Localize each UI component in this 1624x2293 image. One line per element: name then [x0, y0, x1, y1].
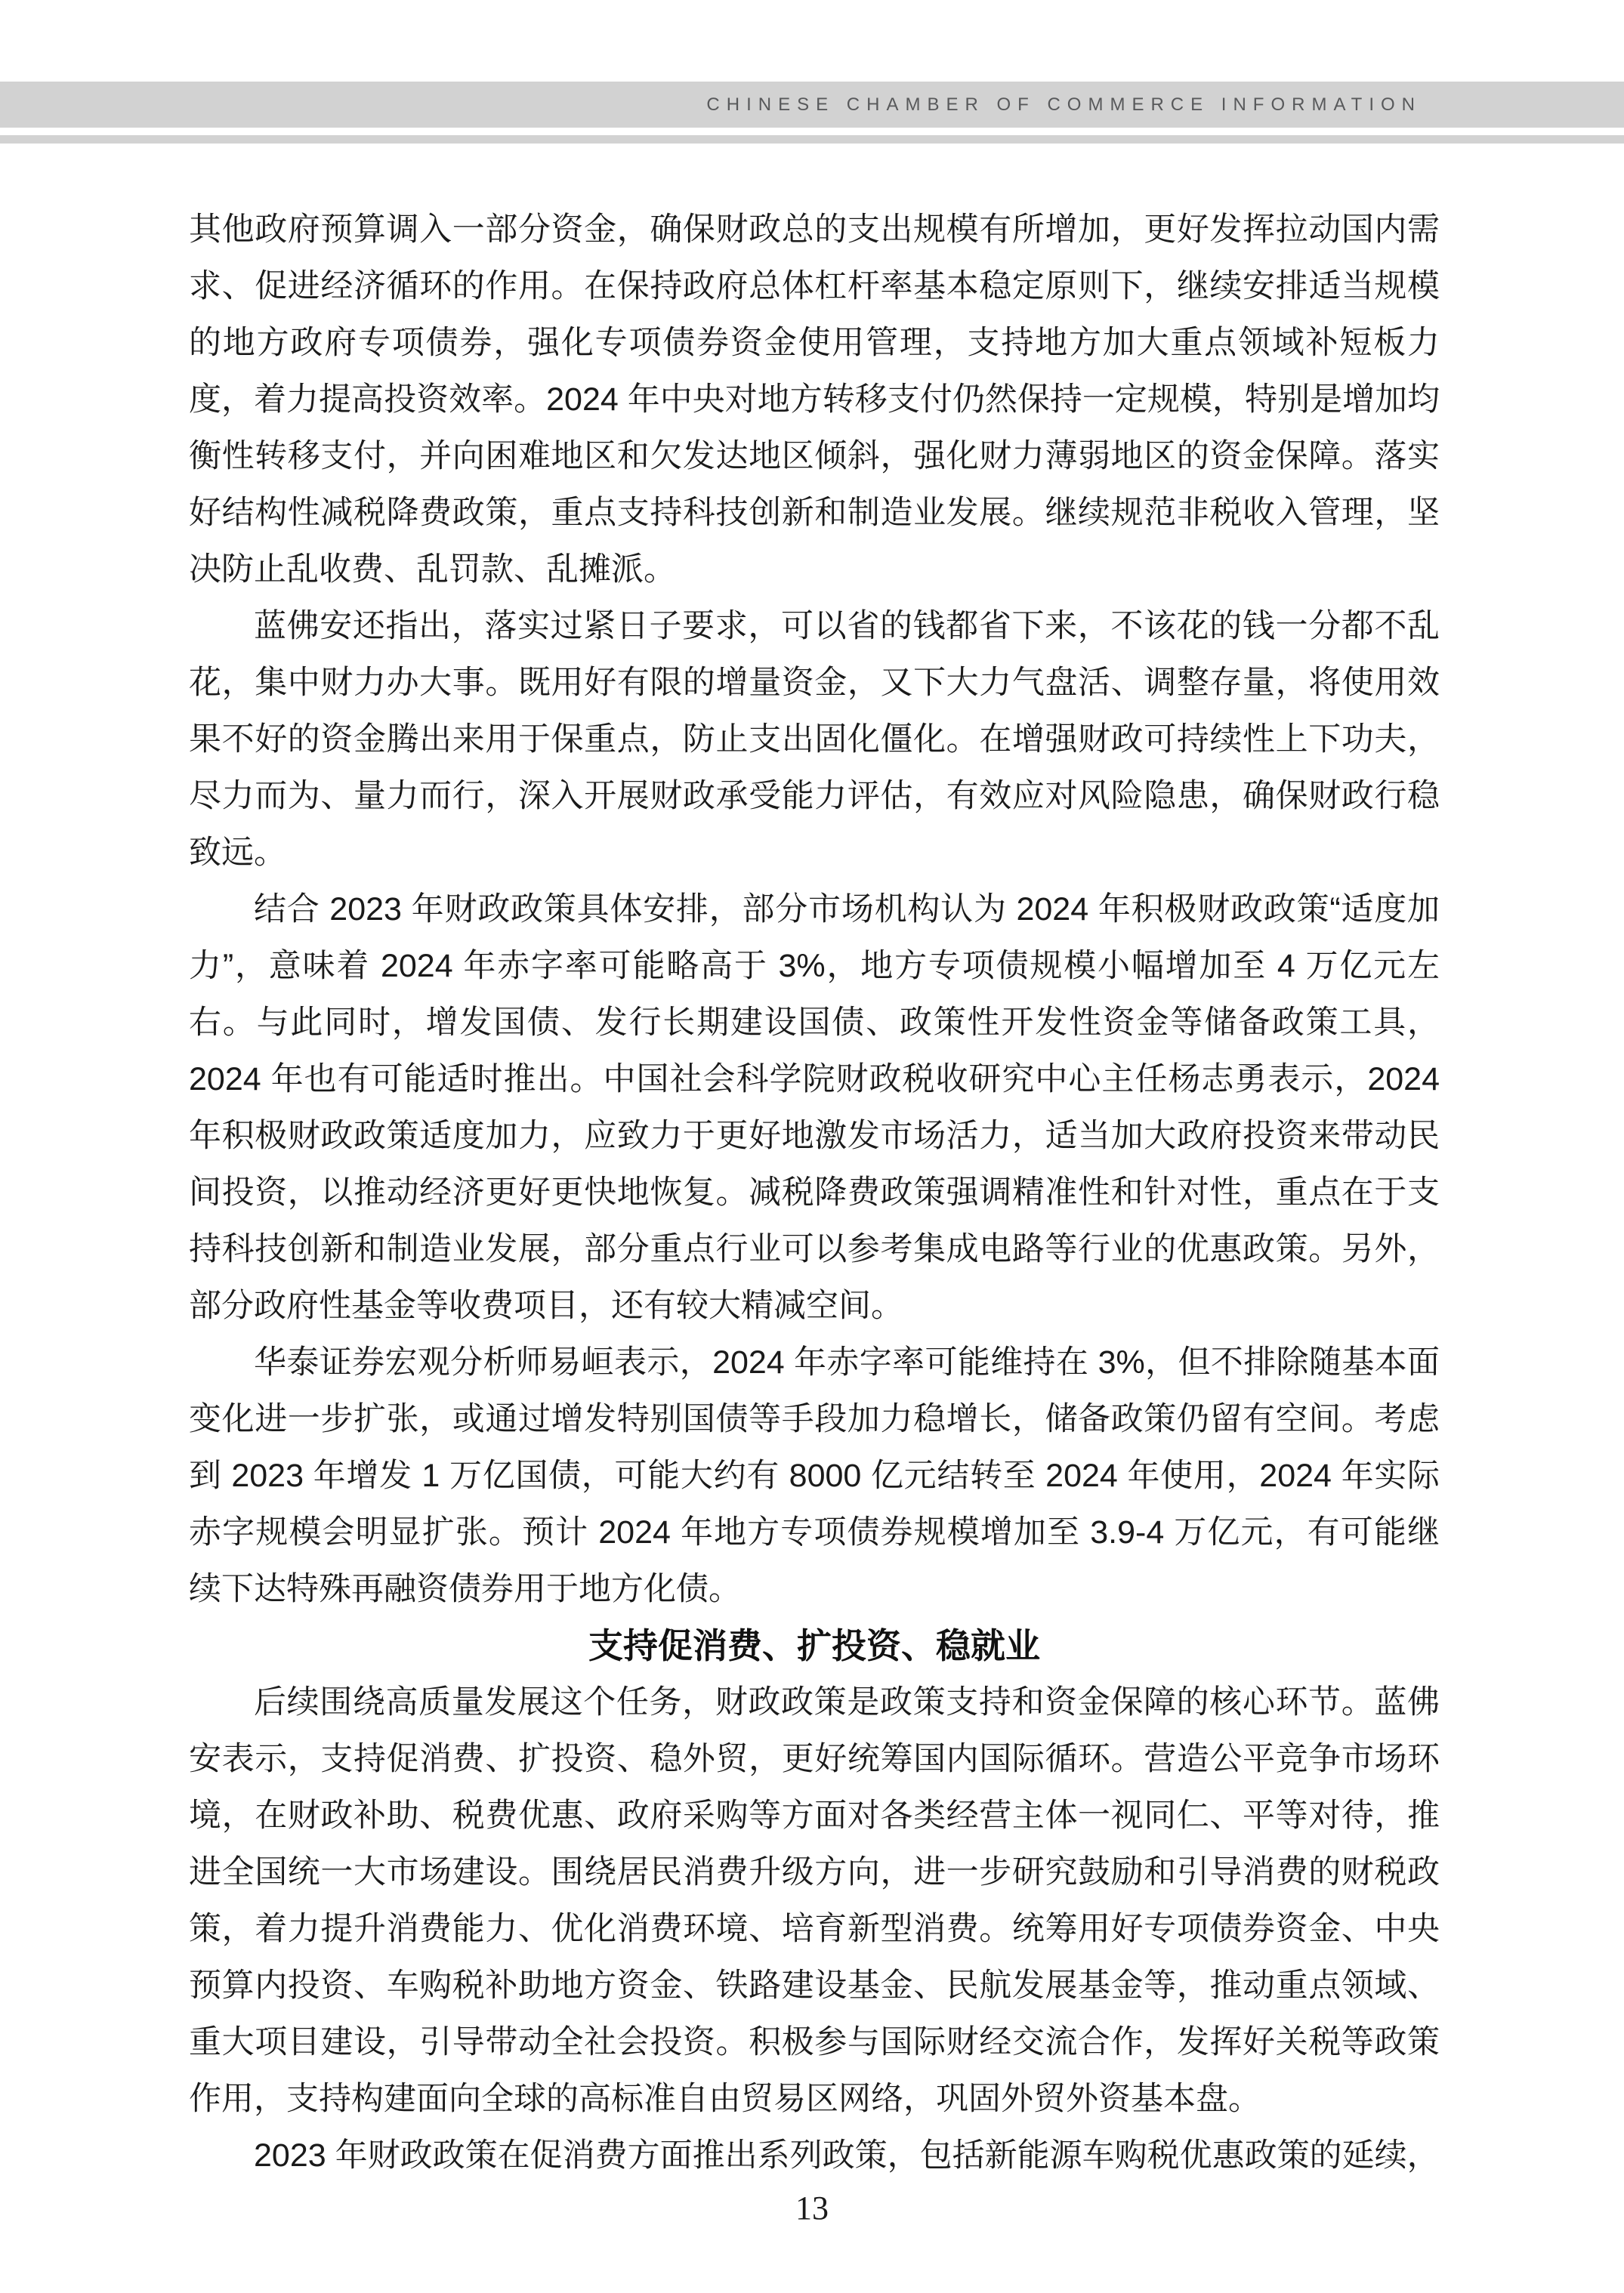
paragraph-6: 2023 年财政政策在促消费方面推出系列政策，包括新能源车购税优惠政策的延续， [254, 2137, 1440, 2174]
paragraph-4: 华泰证券宏观分析师易峘表示，2024 年赤字率可能维持在 3%，但不排除随基本面变化进一步扩张，或通过增发特别国债等手段加力稳增长，储备政策仍留有空间。考虑到 2023 年增发 1 万亿国债，可能大约有 8000 亿元结转至 2024 年使用，2024 年实际赤字规模会明显扩张。预计 2024 年地方专项债券规模增加至 3.9-4 万亿元，有可能继续下达特殊再融资债券用于地方化债。 [189, 1344, 1440, 1607]
header-banner-text: CHINESE CHAMBER OF COMMERCE INFORMATION [706, 94, 1422, 115]
paragraph-5: 后续围绕高质量发展这个任务，财政政策是政策支持和资金保障的核心环节。蓝佛安表示，支持促消费、扩投资、稳外贸，更好统筹国内国际循环。营造公平竞争市场环境，在财政补助、税费优惠、政府采购等方面对各类经营主体一视同仁、平等对待，推进全国统一大市场建设。围绕居民消费升级方向，进一步研究鼓励和引导消费的财税政策，着力提升消费能力、优化消费环境、培育新型消费。统筹用好专项债券资金、中央预算内投资、车购税补助地方资金、铁路建设基金、民航发展基金等，推动重点领域、重大项目建设，引导带动全社会投资。积极参与国际财经交流合作，发挥好关税等政策作用，支持构建面向全球的高标准自由贸易区网络，巩固外贸外资基本盘。 [189, 1684, 1440, 2117]
header-banner [0, 82, 1624, 128]
header-accent-bar [0, 135, 1624, 144]
section-heading: 支持促消费、扩投资、稳就业 [588, 1626, 1040, 1665]
paragraph-3: 结合 2023 年财政政策具体安排，部分市场机构认为 2024 年积极财政政策“适度加力”，意味着 2024 年赤字率可能略高于 3%，地方专项债规模小幅增加至 4 万亿元左右。与此同时，增发国债、发行长期建设国债、政策性开发性资金等储备政策工具，2024 年也有可能适时推出。中国社会科学院财政税收研究中心主任杨志勇表示，2024 年积极财政政策适度加力，应致力于更好地激发市场活力，适当加大政府投资来带动民间投资，以推动经济更好更快地恢复。减税降费政策强调精准性和针对性，重点在于支持科技创新和制造业发展，部分重点行业可以参考集成电路等行业的优惠政策。另外，部分政府性基金等收费项目，还有较大精减空间。 [189, 891, 1440, 1324]
page-number: 13 [795, 2190, 829, 2227]
paragraph-2: 蓝佛安还指出，落实过紧日子要求，可以省的钱都省下来，不该花的钱一分都不乱花，集中财力办大事。既用好有限的增量资金，又下大力气盘活、调整存量，将使用效果不好的资金腾出来用于保重点，防止支出固化僵化。在增强财政可持续性上下功夫，尽力而为、量力而行，深入开展财政承受能力评估，有效应对风险隐患，确保财政行稳致远。 [189, 608, 1440, 871]
paragraph-1: 其他政府预算调入一部分资金，确保财政总的支出规模有所增加，更好发挥拉动国内需求、促进经济循环的作用。在保持政府总体杠杆率基本稳定原则下，继续安排适当规模的地方政府专项债券，强化专项债券资金使用管理，支持地方加大重点领域补短板力度，着力提高投资效率。2024 年中央对地方转移支付仍然保持一定规模，特别是增加均衡性转移支付，并向困难地区和欠发达地区倾斜，强化财力薄弱地区的资金保障。落实好结构性减税降费政策，重点支持科技创新和制造业发展。继续规范非税收入管理，坚决防止乱收费、乱罚款、乱摊派。 [189, 211, 1440, 588]
page-footer [0, 2189, 1624, 2227]
article-body [189, 202, 1440, 2184]
